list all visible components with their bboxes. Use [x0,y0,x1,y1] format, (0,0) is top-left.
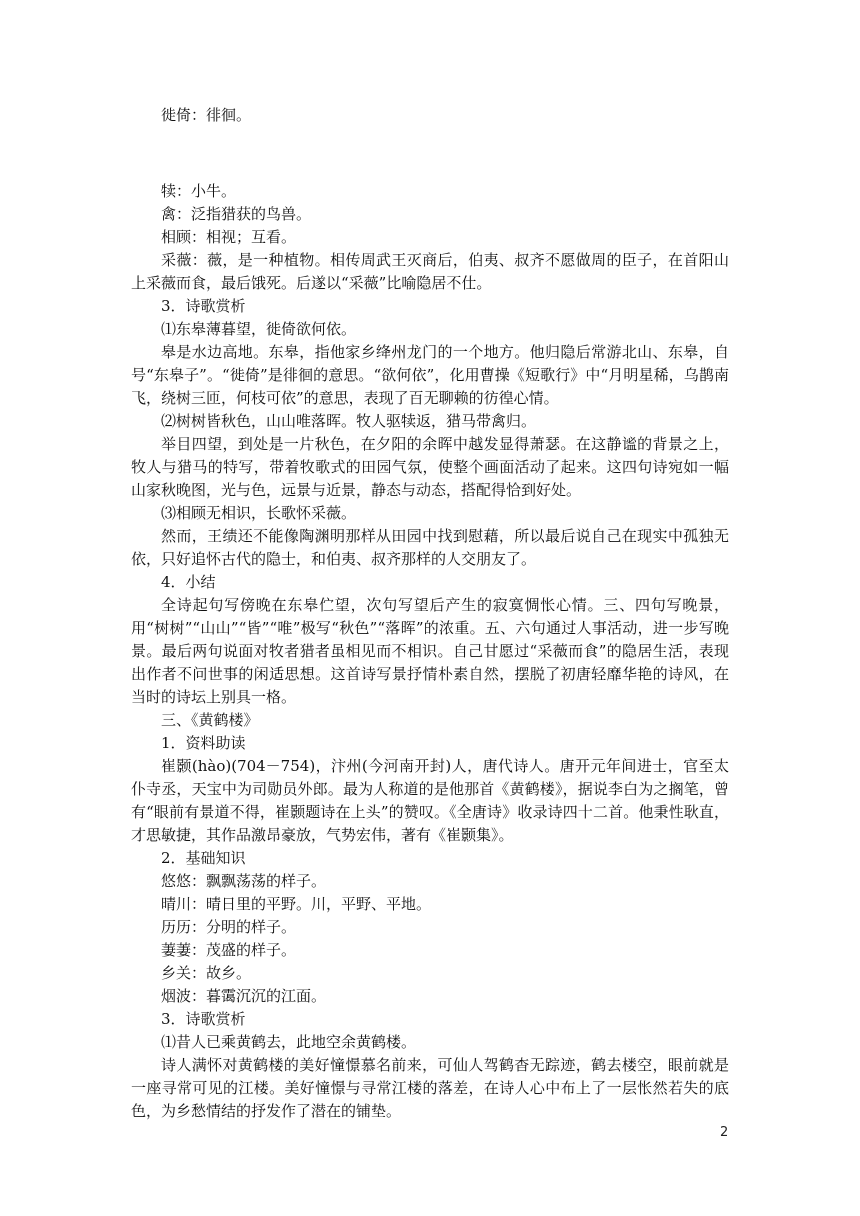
paragraph: 乡关：故乡。 [161,964,252,982]
paragraph: 徙倚：徘徊。 [161,106,252,124]
paragraph: 三、《黄鹤楼》 [161,711,259,729]
paragraph: 烟波：暮霭沉沉的江面。 [161,987,327,1005]
paragraph: 崔颢(hào)(704－754)，汴州(今河南开封)人，唐代诗人。唐开元年间进士，官至太仆寺丞，天宝中为司勋员外郎。最为人称道的是他那首《黄鹤楼》，据说李白为之搁笔，曾有“眼前有景道不得，崔颢题诗在上头”的赞叹。《全唐诗》收录诗四十二首。他秉性耿直，才思敏捷，其作品激昂豪放，气势宏伟，著有《崔颢集》。 [131,757,729,844]
paragraph: 然而，王绩还不能像陶渊明那样从田园中找到慰藉，所以最后说自己在现实中孤独无依，只好追怀古代的隐士，和伯夷、叔齐那样的人交朋友了。 [131,527,729,568]
paragraph: ⑴东皋薄暮望，徙倚欲何依。 [161,320,357,338]
paragraph: 犊：小牛。 [161,182,237,200]
page-number: 2 [720,1125,729,1140]
paragraph: 悠悠：飘飘荡荡的样子。 [161,872,327,890]
paragraph: 采薇：薇，是一种植物。相传周武王灭商后，伯夷、叔齐不愿做周的臣子，在首阳山上采薇而食，最后饿死。后遂以“采薇”比喻隐居不仕。 [131,251,729,292]
paragraph: 2．基础知识 [161,849,246,867]
paragraph: 晴川：晴日里的平野。川，平野、平地。 [161,895,432,913]
page-body [131,104,729,1123]
paragraph: ⑴昔人已乘黄鹤去，此地空余黄鹤楼。 [161,1033,417,1051]
paragraph: 诗人满怀对黄鹤楼的美好憧憬慕名前来，可仙人驾鹤杳无踪迹，鹤去楼空，眼前就是一座寻常可见的江楼。美好憧憬与寻常江楼的落差，在诗人心中布上了一层怅然若失的底色，为乡愁情结的抒发作了潜在的铺垫。 [131,1056,729,1120]
paragraph: 举目四望，到处是一片秋色，在夕阳的余晖中越发显得萧瑟。在这静谧的背景之上，牧人与猎马的特写，带着牧歌式的田园气氛，使整个画面活动了起来。这四句诗宛如一幅山家秋晚图，光与色，远景与近景，静态与动态，搭配得恰到好处。 [131,435,729,499]
paragraph: 禽：泛指猎获的鸟兽。 [161,205,312,223]
paragraph: 皋是水边高地。东皋，指他家乡绛州龙门的一个地方。他归隐后常游北山、东皋，自号“东皋子”。“徙倚”是徘徊的意思。“欲何依”，化用曹操《短歌行》中“月明星稀，乌鹊南飞，绕树三匝，何枝可依”的意思，表现了百无聊赖的彷徨心情。 [131,343,729,407]
paragraph: 萋萋：茂盛的样子。 [161,941,297,959]
paragraph: ⑶相顾无相识，长歌怀采薇。 [161,504,357,522]
paragraph: 1．资料助读 [161,734,246,752]
paragraph: 3．诗歌赏析 [161,297,246,315]
blank-space [131,127,729,180]
paragraph: 历历：分明的样子。 [161,918,297,936]
paragraph: 相顾：相视；互看。 [161,228,297,246]
paragraph: 4．小结 [161,573,216,591]
paragraph: 3．诗歌赏析 [161,1010,246,1028]
paragraph: ⑵树树皆秋色，山山唯落晖。牧人驱犊返，猎马带禽归。 [161,412,537,430]
paragraph-list [131,180,729,1123]
paragraph: 全诗起句写傍晚在东皋伫望，次句写望后产生的寂寞惆怅心情。三、四句写晚景，用“树树”“山山”“皆”“唯”极写“秋色”“落晖”的浓重。五、六句通过人事活动，进一步写晚景。最后两句说面对牧者猎者虽相见而不相识。自己甘愿过“采薇而食”的隐居生活，表现出作者不问世事的闲适思想。这首诗写景抒情朴素自然，摆脱了初唐轻靡华艳的诗风，在当时的诗坛上别具一格。 [131,596,729,706]
